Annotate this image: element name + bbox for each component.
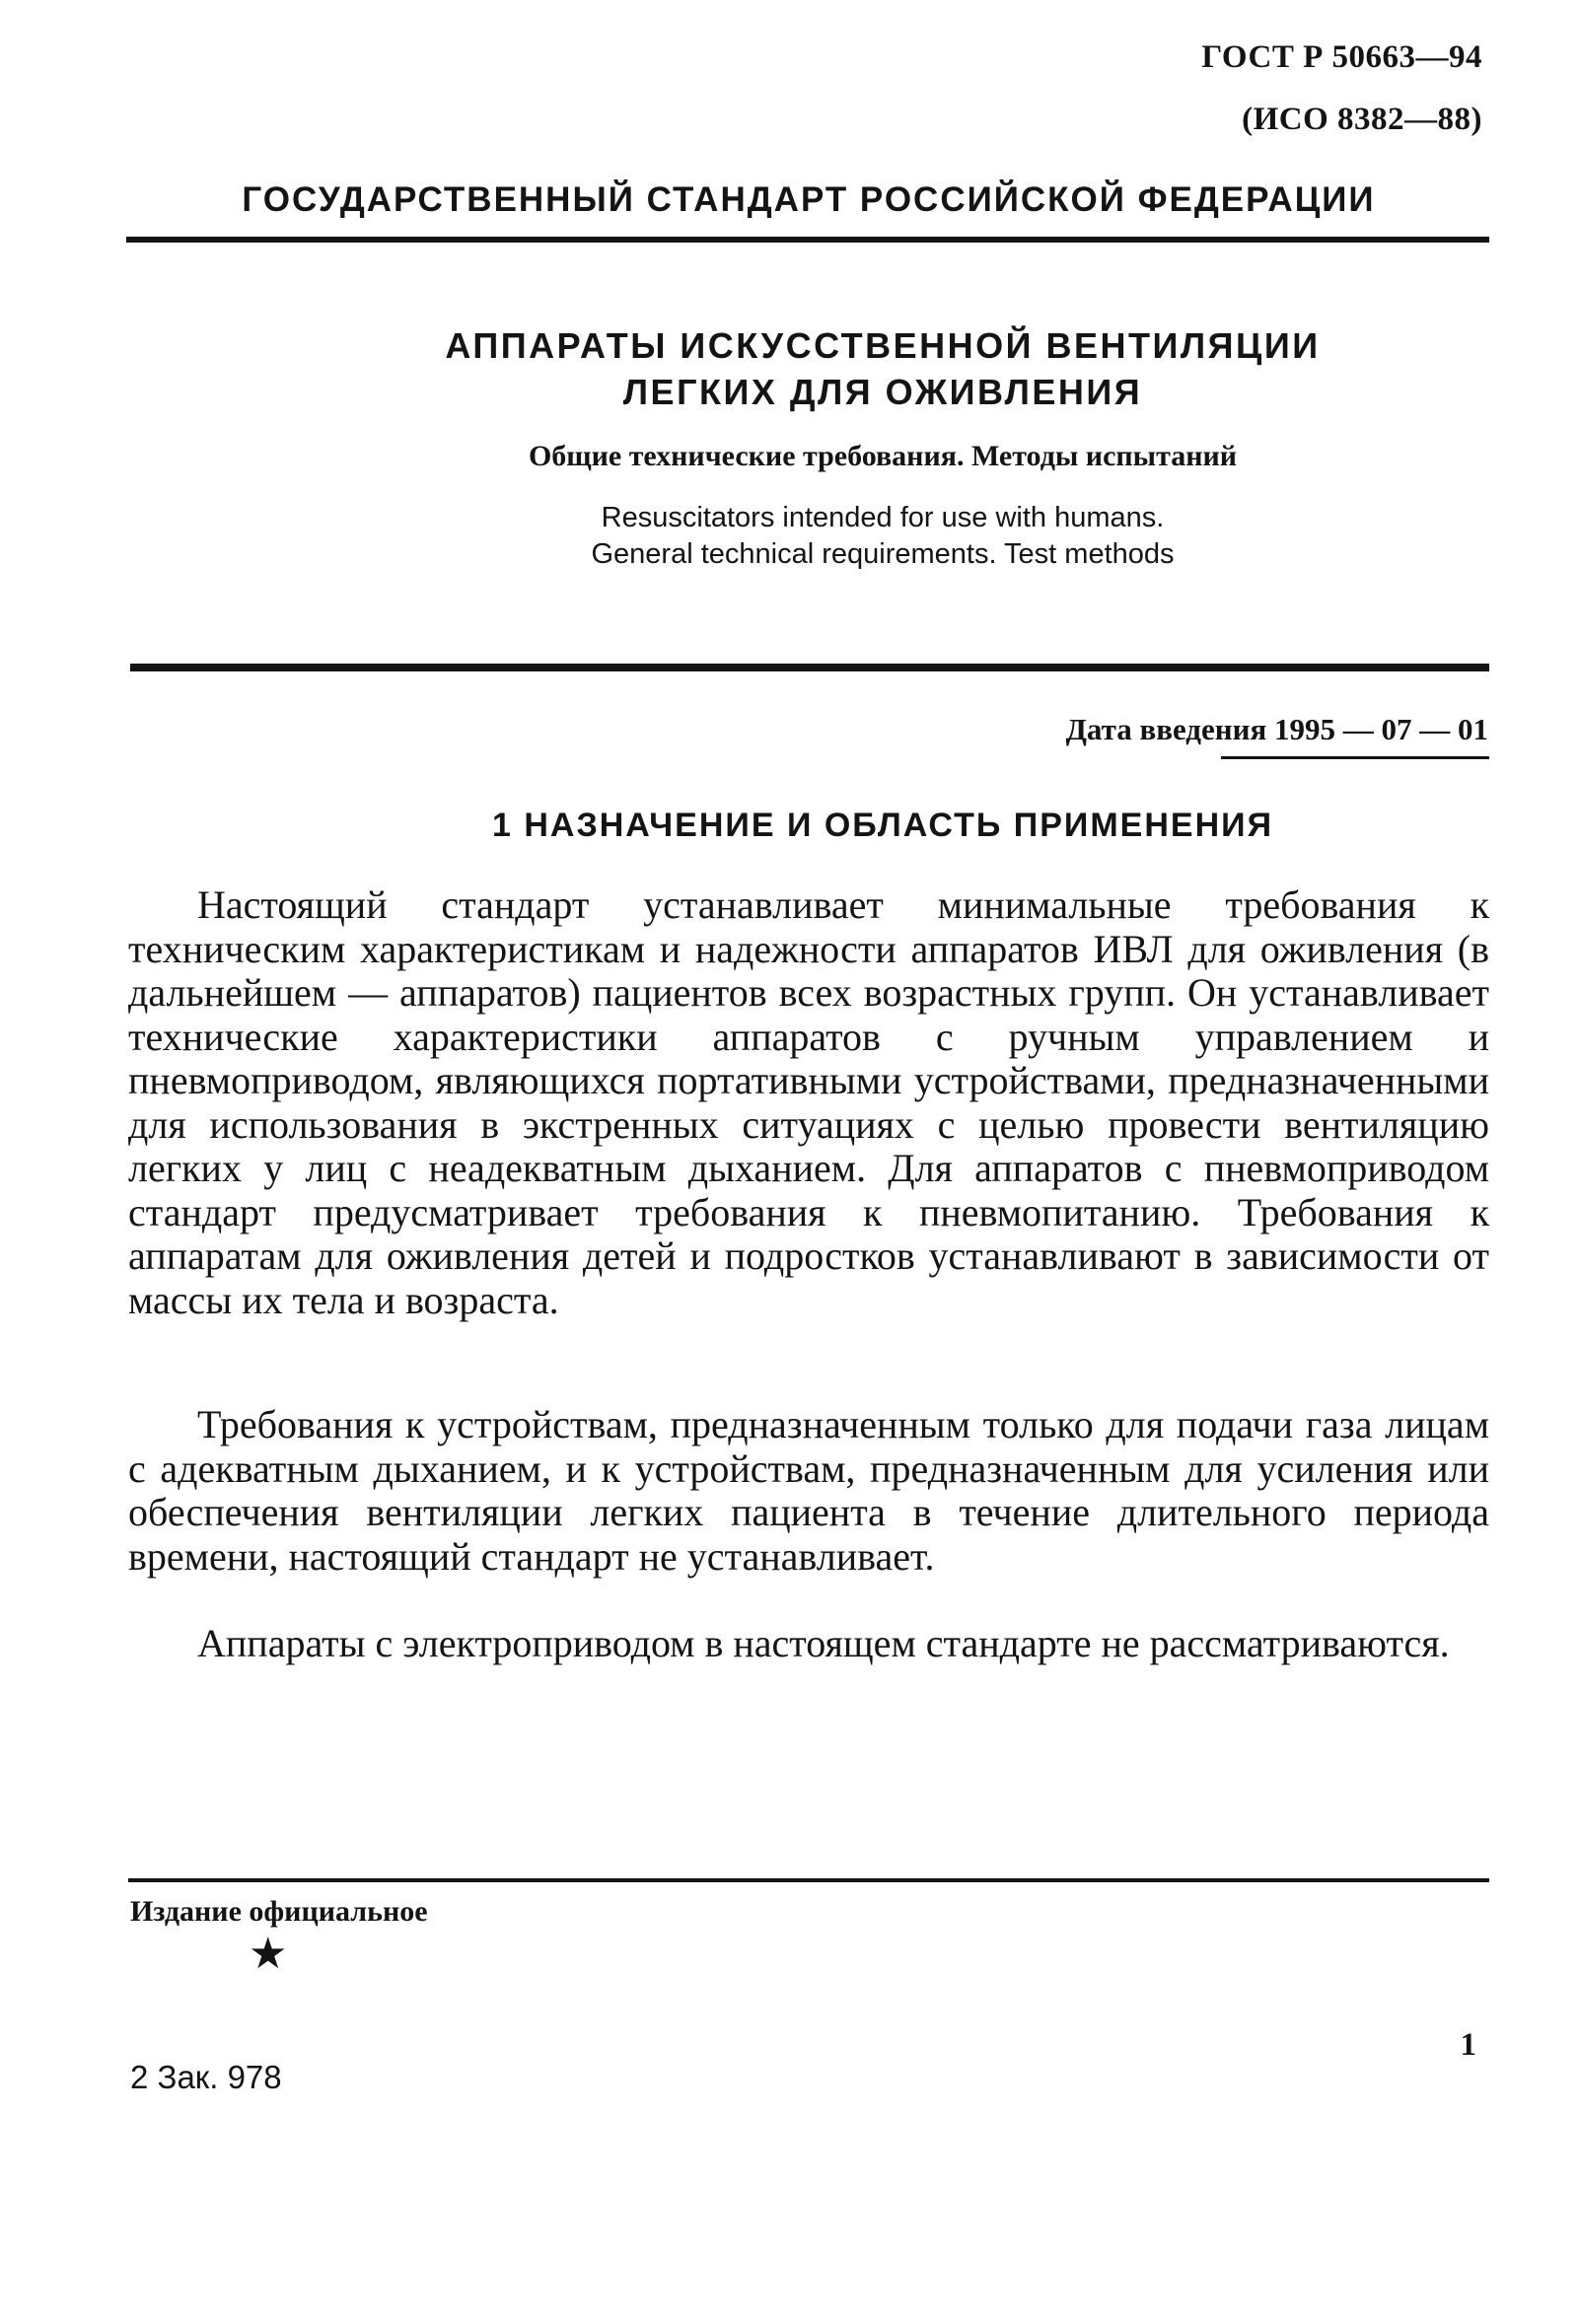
iso-reference: (ИСО 8382—88) — [1242, 102, 1482, 137]
header-divider — [126, 237, 1489, 243]
standard-code: ГОСТ Р 50663—94 — [1201, 39, 1482, 75]
edition-label: Издание официальное — [130, 1895, 428, 1928]
document-title-line-1: АППАРАТЫ ИСКУССТВЕННОЙ ВЕНТИЛЯЦИИ — [445, 325, 1321, 366]
section-heading: 1 НАЗНАЧЕНИЕ И ОБЛАСТЬ ПРИМЕНЕНИЯ — [491, 807, 1274, 844]
footer-divider — [128, 1878, 1489, 1882]
paragraph-scope — [128, 883, 1489, 1322]
english-title-line-1: Resuscitators intended for use with humans. — [601, 502, 1165, 533]
star-icon: ★ — [249, 1929, 288, 1979]
english-title-line-2: General technical requirements. Test methods — [591, 538, 1175, 570]
page-number: 1 — [1460, 2027, 1476, 2063]
introduction-date: Дата введения 1995 — 07 — 01 — [1065, 712, 1488, 746]
paragraph-exclusions — [128, 1403, 1489, 1579]
paragraph-text: Требования к устройствам, предназначенным только для подачи газа лицам с адекватным дыханием, и к устройствам, предназначенным для усиления или обеспечения вентиляции легких пациента в течение длительного периода времени, настоящий стандарт не устанавливает. — [128, 1402, 1489, 1579]
order-number: 2 Зак. 978 — [130, 2059, 282, 2095]
title-divider — [130, 664, 1489, 671]
date-underline — [1221, 756, 1489, 759]
document-title-line-2: ЛЕГКИХ ДЛЯ ОЖИВЛЕНИЯ — [622, 372, 1143, 412]
state-standard-heading: ГОСУДАРСТВЕННЫЙ СТАНДАРТ РОССИЙСКОЙ ФЕДЕРАЦИИ — [242, 180, 1376, 219]
paragraph-text: Настоящий стандарт устанавливает минимальные требования к техническим характеристикам и надежности аппаратов ИВЛ для оживления (в дальнейшем — аппаратов) пациентов всех возрастных групп. Он устанавливает технические характеристики аппаратов с ручным управлением и пневмоприводом, являющихся портативными устройствами, предназначенными для использования в экстренных ситуациях с целью провести вентиляцию легких у лиц с неадекватным дыханием. Для аппаратов с пневмоприводом стандарт предусматривает требования к пневмопитанию. Требования к аппаратам для оживления детей и подростков устанавливают в зависимости от массы их тела и возраста. — [128, 882, 1489, 1322]
paragraph-electric — [128, 1622, 1489, 1666]
paragraph-text: Аппараты с электроприводом в настоящем стандарте не рассматриваются. — [197, 1621, 1450, 1665]
document-subtitle: Общие технические требования. Методы испытаний — [528, 440, 1238, 472]
